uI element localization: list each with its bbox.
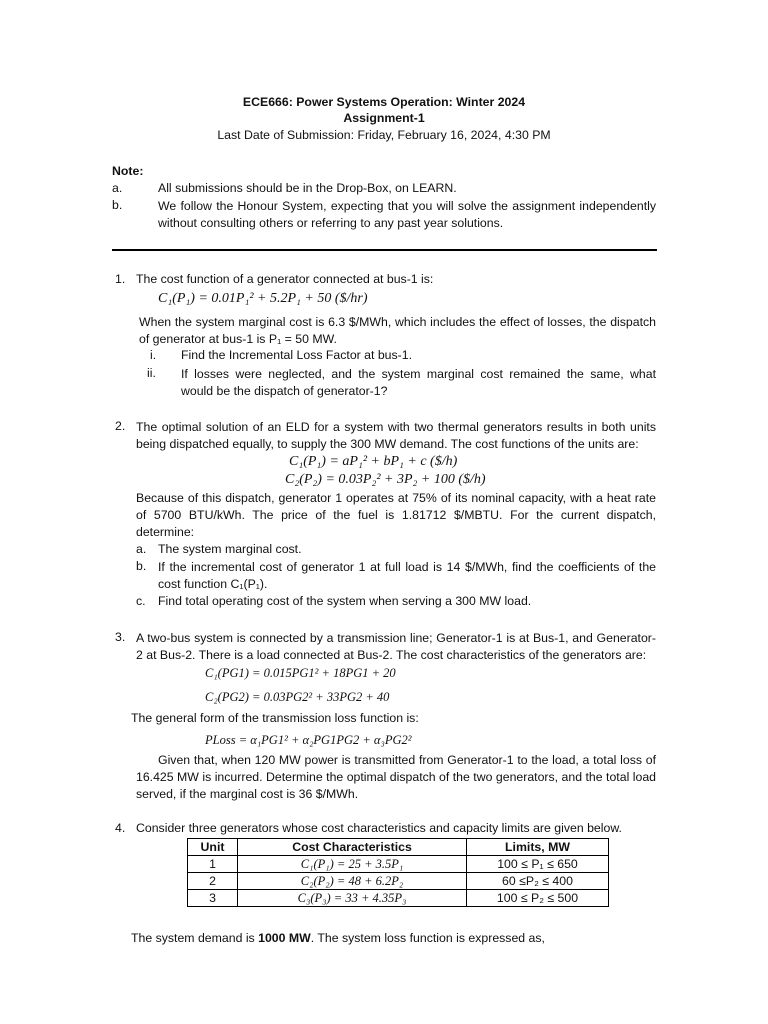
q2-part-b-text: If the incremental cost of generator 1 at full load is 14 $/MWh, find the coefficients of the cost function C₁(P₁). <box>158 560 656 591</box>
table-cell-limits: 100 ≤ P₁ ≤ 650 <box>467 856 609 873</box>
q4-demand-pre: The system demand is <box>131 931 259 945</box>
q1-part-i-marker: i. <box>150 348 157 362</box>
q4-intro: Consider three generators whose cost characteristics and capacity limits are given below. <box>136 821 622 835</box>
table-cell-unit: 3 <box>188 890 238 907</box>
submission-deadline: Last Date of Submission: Friday, February 16, 2024, 4:30 PM <box>217 128 551 142</box>
q3-eq1: C₁(PG1) = 0.015PG1² + 18PG1 + 20 <box>205 666 396 680</box>
q4-demand-line <box>131 931 545 945</box>
document-title: ECE666: Power Systems Operation: Winter 2024 <box>242 95 526 109</box>
q3-eq2: C₂(PG2) = 0.03PG2² + 33PG2 + 40 <box>205 690 390 704</box>
q2-intro: The optimal solution of an ELD for a system with two thermal generators results in both units being dispatched equally, to supply the 300 MW demand. The cost functions of the units are: <box>136 420 656 451</box>
note-b-marker: b. <box>112 198 123 212</box>
q1-part-ii-text: If losses were neglected, and the system marginal cost remained the same, what would be the dispatch of generator-1? <box>181 367 656 398</box>
q2-eq2: C₂(P₂) = 0.03P₂² + 3P₂ + 100 ($/h) <box>285 472 486 487</box>
note-a-text: All submissions should be in the Drop-Box, on LEARN. <box>158 181 457 195</box>
table-cell-unit: 2 <box>188 873 238 890</box>
q3-number: 3. <box>115 630 126 644</box>
q1-equation: C₁(P₁) = 0.01P₁² + 5.2P₁ + 50 ($/hr) <box>158 291 368 306</box>
q3-loss-equation: PLoss = α₁PG1² + α₂PG1PG2 + α₃PG2² <box>205 733 412 747</box>
table-cell-cost: C₂(P₂) = 48 + 6.2P₂ <box>238 873 467 890</box>
q1-part-ii-marker: ii. <box>147 366 156 380</box>
table-header-unit: Unit <box>188 839 238 856</box>
table-cell-unit: 1 <box>188 856 238 873</box>
q1-intro: The cost function of a generator connected at bus-1 is: <box>136 272 434 286</box>
horizontal-rule <box>112 249 657 251</box>
q3-loss-intro: The general form of the transmission loss function is: <box>131 711 419 725</box>
q2-number: 2. <box>115 419 126 433</box>
q2-part-c-marker: c. <box>136 594 146 608</box>
note-a-marker: a. <box>112 181 123 195</box>
note-b-text: We follow the Honour System, expecting that you will solve the assignment independently without consulting others or referring to any past year solutions. <box>158 199 656 230</box>
assignment-label: Assignment-1 <box>343 111 425 125</box>
q2-part-a-marker: a. <box>136 542 147 556</box>
q1-number: 1. <box>115 272 126 286</box>
table-row <box>188 873 609 890</box>
table-row <box>188 890 609 907</box>
table-header-cost: Cost Characteristics <box>238 839 467 856</box>
q3-body: Given that, when 120 MW power is transmitted from Generator-1 to the load, a total loss of 16.425 MW is incurred. Determine the optimal dispatch of the two generators, and the total load served, if the marginal cost is 36 $/MWh. <box>136 753 656 801</box>
table-cell-limits: 60 ≤P₂ ≤ 400 <box>467 873 609 890</box>
table-cell-limits: 100 ≤ P₂ ≤ 500 <box>467 890 609 907</box>
q4-demand-value: 1000 MW <box>258 931 311 945</box>
q2-part-a-text: The system marginal cost. <box>158 542 302 556</box>
q2-eq1: C₁(P₁) = aP₁² + bP₁ + c ($/h) <box>289 454 458 469</box>
q3-intro: A two-bus system is connected by a transmission line; Generator-1 is at Bus-1, and Generator-2 at Bus-2. There is a load connected at Bus-2. The cost characteristics of the generators are: <box>136 631 656 662</box>
note-heading: Note: <box>112 164 144 178</box>
q2-body: Because of this dispatch, generator 1 operates at 75% of its nominal capacity, with a heat rate of 5700 BTU/kWh. The price of the fuel is 1.81712 $/MBTU. For the current dispatch, determine: <box>136 491 656 539</box>
generator-table <box>187 838 609 907</box>
table-header-row <box>188 839 609 856</box>
q1-part-i-text: Find the Incremental Loss Factor at bus-1. <box>181 348 413 362</box>
table-header-limits: Limits, MW <box>467 839 609 856</box>
q2-part-c-text: Find total operating cost of the system when serving a 300 MW load. <box>158 594 532 608</box>
table-cell-cost: C₃(P₃) = 33 + 4.35P₃ <box>238 890 467 907</box>
q2-part-b-marker: b. <box>136 559 147 573</box>
table-cell-cost: C₁(P₁) = 25 + 3.5P₁ <box>238 856 467 873</box>
q4-demand-post: . The system loss function is expressed as, <box>310 931 545 945</box>
q4-number: 4. <box>115 821 126 835</box>
q1-body: When the system marginal cost is 6.3 $/MWh, which includes the effect of losses, the dispatch of generator at bus-1 is P₁ = 50 MW. <box>139 315 656 346</box>
table-row <box>188 856 609 873</box>
